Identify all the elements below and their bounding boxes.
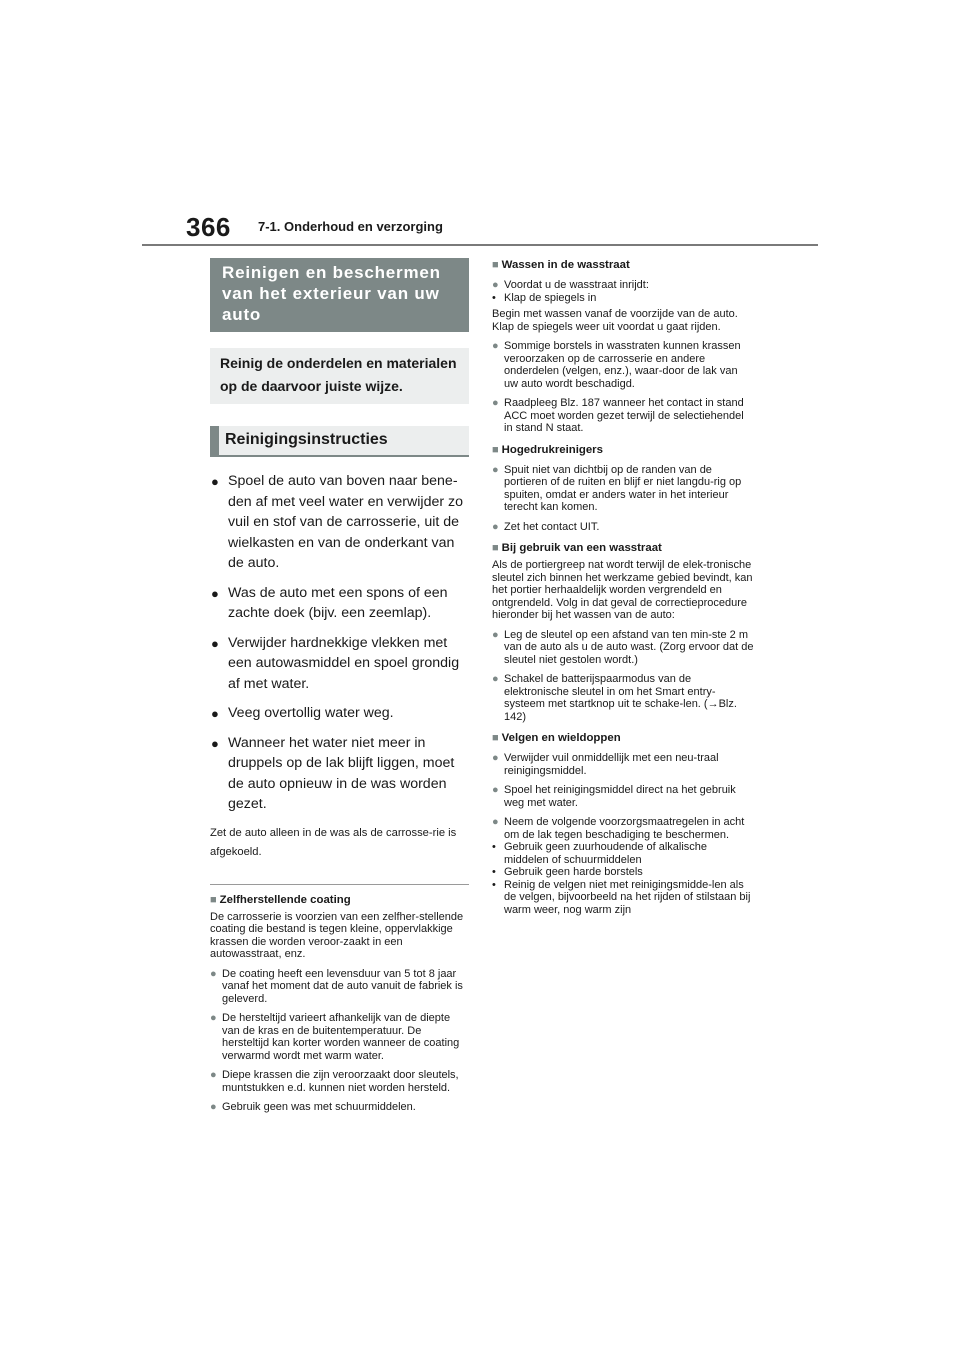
wheels-list bbox=[492, 752, 754, 841]
wash-title: ■ Wassen in de wasstraat bbox=[492, 259, 630, 271]
list-item: ● Zet het contact UIT. bbox=[492, 520, 600, 533]
circle-bullet-icon: ● bbox=[210, 1069, 217, 1081]
bullet-dot-icon: ● bbox=[211, 735, 219, 751]
circle-bullet-icon: ● bbox=[492, 279, 499, 291]
circle-bullet-icon: ● bbox=[210, 1101, 217, 1113]
square-bullet-icon: ■ bbox=[492, 542, 499, 554]
circle-bullet-icon: ● bbox=[210, 967, 217, 980]
list-item: ● Spoel de auto van boven naar bene-den af met veel water en verwijder zo vuil en stof van de carrosserie, uit de wielkasten en van de onderkant van de auto. bbox=[211, 473, 463, 571]
list-item: ● Neem de volgende voorzorgsmaatregelen in acht om de lak tegen beschadiging te beschermen. bbox=[492, 816, 745, 841]
pressure-list bbox=[492, 464, 754, 534]
note-text: Zet de auto alleen in de was als de carrosse-rie is afgekoeld. bbox=[210, 826, 457, 858]
wash-list-1 bbox=[492, 279, 754, 292]
list-item: • Reinig de velgen niet met reinigingsmidde-len als de velgen, bijvoorbeeld na het rijden of stilstaan bij warm weer, nog warm zijn bbox=[492, 878, 751, 916]
circle-bullet-icon: ● bbox=[492, 520, 499, 533]
wheels-bullet-list bbox=[492, 841, 754, 916]
circle-bullet-icon: ● bbox=[492, 397, 499, 409]
small-bullet-icon: • bbox=[492, 878, 496, 891]
list-item: ● Gebruik geen was met schuurmiddelen. bbox=[210, 1101, 416, 1113]
right-column bbox=[492, 258, 754, 916]
circle-bullet-icon: ● bbox=[492, 628, 499, 641]
square-bullet-icon: ■ bbox=[210, 893, 217, 906]
list-item: ● De coating heeft een levensduur van 5 tot 8 jaar vanaf het moment dat de auto vanuit de fabriek is geleverd. bbox=[210, 967, 463, 1005]
coating-title: ■ Zelfherstellende coating bbox=[210, 893, 351, 906]
list-item: • Klap de spiegels in bbox=[492, 291, 597, 304]
square-bullet-icon: ■ bbox=[492, 259, 499, 271]
circle-bullet-icon: ● bbox=[492, 673, 499, 685]
list-item: ● Verwijder vuil onmiddellijk met een neu-traal reinigingsmiddel. bbox=[492, 752, 719, 777]
list-item: • Gebruik geen harde borstels bbox=[492, 866, 643, 878]
list-item: ● Wanneer het water niet meer in druppels op de lak blijft liggen, moet de auto opnieuw in de was worden gezet. bbox=[211, 734, 455, 812]
circle-bullet-icon: ● bbox=[210, 1012, 217, 1024]
page-reference-link[interactable]: Blz. 142) bbox=[504, 698, 737, 723]
list-item: • Gebruik geen zuurhoudende of alkalische middelen of schuurmiddelen bbox=[492, 841, 708, 866]
circle-bullet-icon: ● bbox=[492, 463, 499, 476]
section-divider bbox=[210, 884, 469, 885]
square-bullet-icon: ■ bbox=[492, 732, 499, 744]
chapter-title: 7-1. Onderhoud en verzorging bbox=[258, 219, 443, 234]
circle-bullet-icon: ● bbox=[492, 752, 499, 764]
list-item: ● Raadpleeg Blz. 187 wanneer het contact in stand ACC moet worden gezet terwijl de selectiehendel in stand N staat. bbox=[492, 397, 744, 434]
bullet-dot-icon: ● bbox=[211, 474, 219, 489]
carwash-use-text: Als de portiergreep nat wordt terwijl de elek-tronische sleutel zich binnen het werkzame gebied bevindt, kan het portier herhaaldelijk worden vergrendeld en ontgrendeld. Volg in dat geval de correctieprocedure hieronder bij het wassen van de auto: bbox=[492, 559, 753, 621]
arrow-right-icon: → bbox=[707, 698, 719, 710]
bullet-dot-icon: ● bbox=[211, 635, 219, 651]
wash-list-2 bbox=[492, 340, 754, 435]
circle-bullet-icon: ● bbox=[492, 784, 499, 796]
coating-text: De carrosserie is voorzien van een zelfher-stellende coating die bestand is tegen kleine, oppervlakkige krassen die worden veroor-zaakt in een autowasstraat, enz. bbox=[210, 910, 464, 960]
carwash-use-list bbox=[492, 629, 754, 724]
bullet-dot-icon: ● bbox=[211, 706, 219, 721]
pressure-title: ■ Hogedrukreinigers bbox=[492, 443, 603, 456]
small-bullet-icon: • bbox=[492, 866, 496, 878]
carwash-use-title: ■ Bij gebruik van een wasstraat bbox=[492, 542, 662, 554]
sub-heading: Reinigingsinstructies bbox=[210, 426, 469, 457]
wash-text: Begin met wassen vanaf de voorzijde van de auto. Klap de spiegels weer uit voordat u gaat rijden. bbox=[492, 308, 738, 333]
list-item: ● Spoel het reinigingsmiddel direct na het gebruik weg met water. bbox=[492, 784, 736, 809]
small-bullet-icon: • bbox=[492, 291, 496, 304]
bullet-dot-icon: ● bbox=[211, 585, 219, 601]
wash-bullet-list bbox=[492, 292, 754, 305]
list-item: ● Was de auto met een spons of een zachte doek (bijv. een zeemlap). bbox=[211, 584, 448, 621]
left-column bbox=[210, 258, 469, 1114]
intro-box: Reinig de onderdelen en materialen op de daarvoor juiste wijze. bbox=[210, 348, 469, 404]
list-item: ● Schakel de batterijspaarmodus van de elektronische sleutel in om het Smart entry-systeem met startknop uit te schake-len. (→Blz. 142) bbox=[492, 673, 737, 723]
cleaning-instructions-list bbox=[210, 471, 469, 815]
main-heading: Reinigen en beschermen van het exterieur van uw auto bbox=[210, 258, 469, 332]
header-rule bbox=[142, 244, 818, 246]
list-item: ● Verwijder hardnekkige vlekken met een autowasmiddel en spoel grondig af met water. bbox=[211, 634, 460, 692]
list-item: ● Leg de sleutel op een afstand van ten min-ste 2 m van de auto als u de auto wast. (Zorg ervoor dat de sleutel niet gestolen wordt.) bbox=[492, 628, 754, 666]
square-bullet-icon: ■ bbox=[492, 443, 499, 456]
list-item: ● Spuit niet van dichtbij op de randen van de portieren of de ruiten en blijf er niet langdu-rig op spuiten, omdat er anders water in het interieur terecht kan komen. bbox=[492, 463, 742, 513]
list-item: ● De hersteltijd varieert afhankelijk van de diepte van de kras en de buitentemperatuur. De hersteltijd kan korter worden wanneer de coating verwarmd wordt met warm water. bbox=[210, 1012, 460, 1062]
small-bullet-icon: • bbox=[492, 841, 496, 853]
list-item: ● Voordat u de wasstraat inrijdt: bbox=[492, 279, 649, 291]
wheels-title: ■ Velgen en wieldoppen bbox=[492, 732, 621, 744]
page-number: 366 bbox=[186, 212, 231, 242]
circle-bullet-icon: ● bbox=[492, 816, 499, 828]
list-item: ● Veeg overtollig water weg. bbox=[210, 703, 469, 724]
list-item: ● Diepe krassen die zijn veroorzaakt door sleutels, muntstukken e.d. kunnen niet worden hersteld. bbox=[210, 1069, 459, 1094]
list-item: ● Sommige borstels in wasstraten kunnen krassen veroorzaken op de carrosserie en andere onderdelen (velgen, enz.), waar-door de lak van uw auto wordt beschadigd. bbox=[492, 340, 741, 390]
circle-bullet-icon: ● bbox=[492, 340, 499, 352]
coating-list bbox=[210, 968, 469, 1114]
